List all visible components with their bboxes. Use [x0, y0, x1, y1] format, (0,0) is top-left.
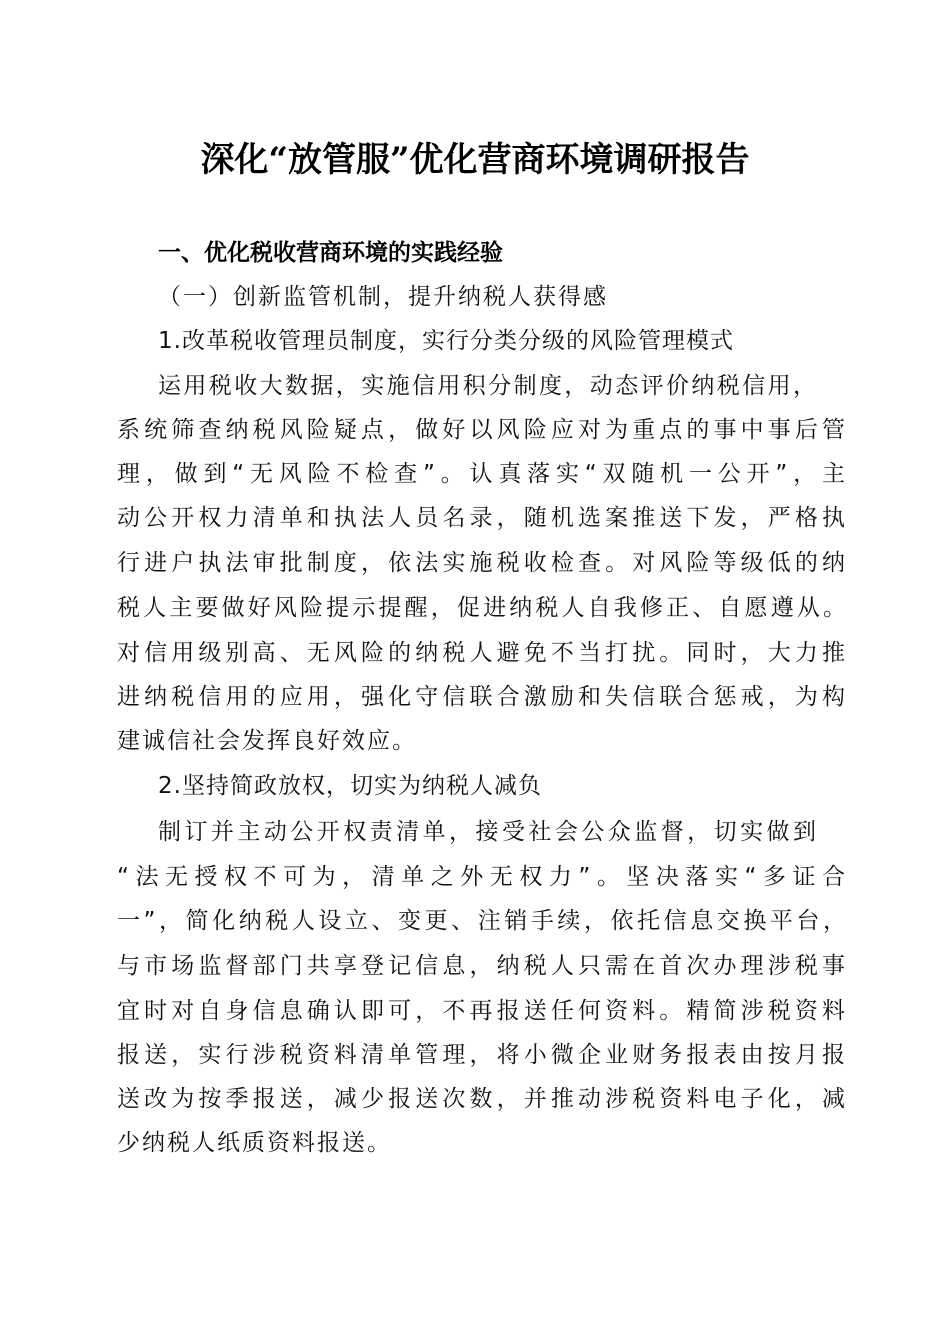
item-heading: 1.改革税收管理员制度，实行分类分级的风险管理模式 — [158, 328, 734, 354]
paragraph-line: 一”，简化纳税人设立、变更、注销手续，依托信息交换平台， — [117, 908, 847, 934]
paragraph-line: “法无授权不可为，清单之外无权力”。坚决落实“多证合 — [117, 864, 847, 890]
paragraph-line: 报送，实行涉税资料清单管理，将小微企业财务报表由按月报 — [117, 1042, 847, 1068]
paragraph-line: 系统筛查纳税风险疑点，做好以风险应对为重点的事中事后管 — [117, 417, 847, 443]
paragraph-line: 建诚信社会发挥良好效应。 — [117, 728, 417, 754]
paragraph-line: 理，做到“无风险不检查”。认真落实“双随机一公开”，主 — [117, 461, 847, 487]
paragraph-line: 动公开权力清单和执法人员名录，随机选案推送下发，严格执 — [117, 505, 847, 531]
paragraph-line: 对信用级别高、无风险的纳税人避免不当打扰。同时，大力推 — [117, 640, 847, 666]
document-title: 深化“放管服”优化营商环境调研报告 — [200, 140, 750, 180]
paragraph-line: 进纳税信用的应用，强化守信联合激励和失信联合惩戒，为构 — [117, 684, 847, 710]
item-heading: 2.坚持简政放权，切实为纳税人减负 — [158, 773, 542, 799]
section-heading: 一、优化税收营商环境的实践经验 — [158, 240, 503, 266]
paragraph-line: 宜时对自身信息确认即可，不再报送任何资料。精简涉税资料 — [117, 998, 847, 1024]
paragraph-line: 运用税收大数据，实施信用积分制度，动态评价纳税信用， — [158, 373, 818, 399]
paragraph-line: 少纳税人纸质资料报送。 — [117, 1130, 392, 1156]
paragraph-line: 送改为按季报送，减少报送次数，并推动涉税资料电子化，减 — [117, 1086, 847, 1112]
paragraph-line: 行进户执法审批制度，依法实施税收检查。对风险等级低的纳 — [117, 550, 847, 576]
paragraph-line: 与市场监督部门共享登记信息，纳税人只需在首次办理涉税事 — [117, 953, 847, 979]
subsection-heading: （一）创新监管机制，提升纳税人获得感 — [158, 284, 608, 310]
paragraph-line: 制订并主动公开权责清单，接受社会公众监督，切实做到 — [158, 819, 818, 845]
paragraph-line: 税人主要做好风险提示提醒，促进纳税人自我修正、自愿遵从。 — [117, 595, 847, 621]
